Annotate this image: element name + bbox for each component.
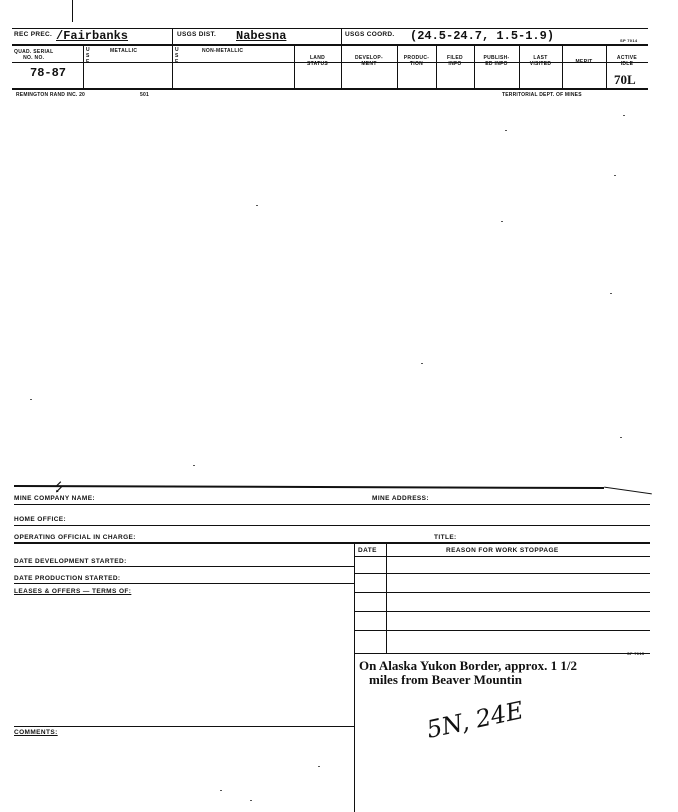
row-line <box>14 504 650 505</box>
bottom-rule <box>12 88 648 90</box>
metallic-use-header: U S E <box>86 47 90 65</box>
printer-number: 501 <box>140 92 149 98</box>
form-code-bottom: SP 7015 <box>627 651 645 656</box>
stoppage-row-line <box>354 611 650 612</box>
date-development-label: DATE DEVELOPMENT STARTED: <box>14 558 127 565</box>
divider <box>341 28 342 46</box>
row-line <box>14 542 650 544</box>
header-rule <box>12 44 648 46</box>
card-top-edge <box>14 485 604 489</box>
filed-info-header: FILED INFO <box>447 55 463 67</box>
reason-column-header: REASON FOR WORK STOPPAGE <box>446 547 559 554</box>
mine-address-label: MINE ADDRESS: <box>372 495 429 502</box>
quad-serial-header: QUAD. SERIAL NO. NO. <box>14 49 54 61</box>
last-visited-header: LAST VISITED <box>529 55 552 67</box>
date-production-label: DATE PRODUCTION STARTED: <box>14 575 121 582</box>
stoppage-row-line <box>354 556 650 557</box>
home-office-label: HOME OFFICE: <box>14 516 67 523</box>
usgs-coord-label: USGS COORD. <box>345 31 395 38</box>
stoppage-table-date-divider <box>386 544 387 654</box>
merit-header: MERIT <box>575 59 593 65</box>
row-line <box>14 726 354 727</box>
mine-company-name-label: MINE COMPANY NAME: <box>14 495 95 502</box>
card-corner-edge <box>604 487 652 495</box>
row-line <box>14 583 354 584</box>
smudge-mark: ⭍ <box>54 480 64 494</box>
stoppage-row-line <box>354 592 650 593</box>
stoppage-row-line <box>354 630 650 631</box>
column-divider <box>172 46 173 88</box>
land-status-header: LAND STATUS <box>306 55 329 67</box>
department-imprint: TERRITORIAL DEPT. OF MINES <box>502 92 582 98</box>
location-line-1: On Alaska Yukon Border, approx. 1 1/2 <box>359 658 577 673</box>
production-header: PRODUC- TION <box>403 55 430 67</box>
metallic-header: METALLIC <box>110 48 138 54</box>
punch-mark <box>72 0 73 22</box>
rec-prec-label: REC PREC. <box>14 31 53 38</box>
form-code-top: SP 7014 <box>620 38 638 43</box>
date-column-header: DATE <box>358 547 377 554</box>
row-line <box>14 566 354 567</box>
stoppage-table-left-border <box>354 544 355 654</box>
leases-offers-label: LEASES & OFFERS — TERMS OF: <box>14 588 132 595</box>
development-header: DEVELOP- MENT <box>355 55 383 67</box>
usgs-dist-label: USGS DIST. <box>177 31 217 38</box>
usgs-coord-value: (24.5-24.7, 1.5-1.9) <box>410 29 555 43</box>
row-line <box>14 525 650 526</box>
handwritten-coordinates: 5N, 24E <box>424 696 526 744</box>
location-line-2: miles from Beaver Mountin <box>369 672 522 687</box>
comments-label: COMMENTS: <box>14 729 58 736</box>
operating-official-label: OPERATING OFFICIAL IN CHARGE: <box>14 534 136 541</box>
published-info-header: PUBLISH- ED INFO <box>483 55 510 67</box>
comments-divider <box>354 654 355 812</box>
quad-serial-value: 78-87 <box>30 66 67 80</box>
title-label: TITLE: <box>434 534 457 541</box>
stoppage-row-line <box>354 573 650 574</box>
usgs-dist-value: Nabesna <box>236 29 287 43</box>
rec-prec-value: /Fairbanks <box>56 29 129 43</box>
printer-imprint: REMINGTON RAND INC. 20 <box>16 92 86 98</box>
active-idle-value: 70L <box>614 72 636 87</box>
column-divider <box>83 46 84 88</box>
divider <box>172 28 173 46</box>
nonmetallic-header: NON-METALLIC <box>202 48 244 54</box>
active-idle-header: ACTIVE IDLE <box>616 55 638 67</box>
stoppage-row-line <box>354 653 650 654</box>
nonmetallic-use-header: U S E <box>175 47 179 65</box>
